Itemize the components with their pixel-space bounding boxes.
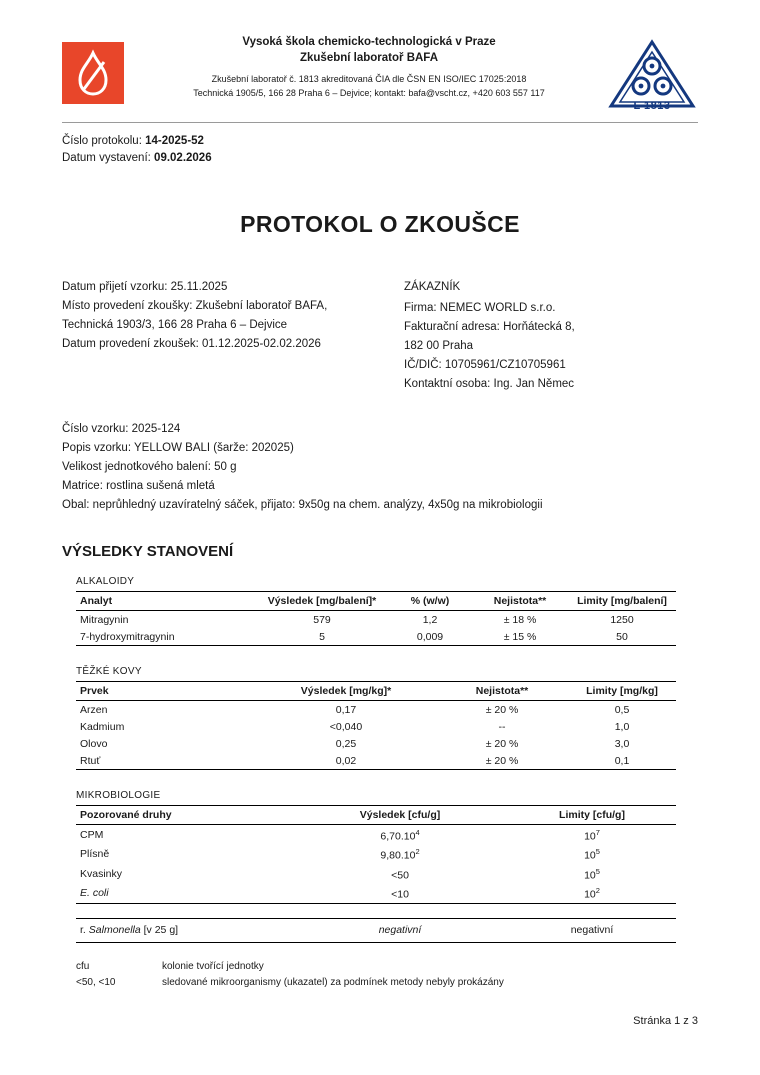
test-performed-date: Datum provedení zkoušek: 01.12.2025-02.02.2026 [62,338,321,350]
cell-species: Plísně [80,848,110,861]
cell-result: <10 [292,884,508,904]
cell-result: 0,17 [335,703,357,716]
notes-block [76,959,698,991]
note-key: <50, <10 [76,977,116,988]
cell-uncertainty: -- [498,720,506,733]
test-info-block [62,278,402,394]
cell-element: Kadmium [80,720,125,733]
section-microbiology [76,790,676,943]
cell-limit: 0,5 [614,703,630,716]
cell-limit: 50 [568,628,676,646]
protocol-number-value: 14-2025-52 [145,135,204,147]
issue-date-value: 09.02.2026 [154,152,212,164]
col-limits: Limity [mg/balení] [568,592,676,611]
note-key: cfu [76,961,90,972]
alkaloids-table [76,591,676,646]
cell-result: 0,25 [335,737,357,750]
customer-billing-line1: Fakturační adresa: Horňátecká 8, [404,321,575,333]
issue-date-row [62,150,698,167]
table-header-row [76,682,676,701]
bafa-flame-icon [62,42,124,104]
cell-uncertainty: ± 15 % [472,628,568,646]
logo-right-container [606,34,698,112]
cell-uncertainty: ± 20 % [485,703,519,716]
salmonella-block [76,918,676,943]
sample-matrix: Matrice: rostlina sušená mletá [62,480,215,492]
sample-number: Číslo vzorku: 2025-124 [62,423,181,435]
sample-packaging: Obal: neprůhledný uzavíratelný sáček, přijato: 9x50g na chem. analýzy, 4x50g na mikrobiologii [62,499,543,511]
sample-unit-size: Velikost jednotkového balení: 50 g [62,461,237,473]
cell-species: E. coli [76,884,292,904]
note-text: sledované mikroorganismy (ukazatel) za podmínek metody nebyly prokázány [162,977,504,988]
organization-name: Vysoká škola chemicko-technologická v Praze [242,36,496,48]
cell-element: Rtuť [76,752,256,770]
protocol-meta [62,133,698,167]
sample-block [62,420,698,515]
info-columns [62,278,698,394]
accreditation-code: L 1813 [633,100,671,112]
table-row [76,864,676,884]
section-label-heavy-metals: TĚŽKÉ KOVY [76,666,142,677]
customer-contact-person: Kontaktní osoba: Ing. Jan Němec [404,378,575,390]
cia-accreditation-icon [606,36,698,114]
salmonella-table [76,918,676,943]
table-row [76,825,676,845]
col-result: Výsledek [mg/kg]* [256,682,436,701]
cell-limit: 3,0 [614,737,630,750]
table-header-row [76,592,676,611]
heavy-metals-table [76,681,676,770]
table-row [76,845,676,865]
cell-analyte: 7-hydroxymitragynin [76,628,256,646]
note-row [76,959,698,975]
header-divider [62,122,698,123]
test-place-line2: Technická 1903/3, 166 28 Praha 6 – Dejvice [62,319,288,331]
customer-heading: ZÁKAZNÍK [404,281,461,293]
page-footer: Stránka 1 z 3 [633,1015,698,1027]
cell-analyte: Mitragynin [80,613,129,626]
sample-description: Popis vzorku: YELLOW BALI (šarže: 202025) [62,442,294,454]
table-header-row [76,806,676,825]
col-species: Pozorované druhy [76,806,292,825]
col-result: Výsledek [mg/balení]* [256,592,388,611]
cell-percent: 1,2 [422,613,438,626]
cell-uncertainty: ± 18 % [503,613,537,626]
col-analyte: Analyt [76,592,256,611]
col-element: Prvek [76,682,256,701]
cell-result: negativní [292,919,508,943]
document-header [62,34,698,112]
cell-percent: 0,009 [388,628,472,646]
col-result: Výsledek [cfu/g] [292,806,508,825]
cell-result: <50 [391,869,409,881]
cell-limit: 1,0 [614,720,630,733]
table-row [76,611,676,629]
cell-uncertainty: ± 20 % [485,737,519,750]
cell-uncertainty: ± 20 % [436,752,568,770]
col-limits: Limity [cfu/g] [508,806,676,825]
col-uncertainty: Nejistota** [472,592,568,611]
cell-result: 5 [256,628,388,646]
protocol-number-label: Číslo protokolu: [62,135,142,147]
section-label-microbiology: MIKROBIOLOGIE [76,790,161,801]
protocol-number-row [62,133,698,150]
address-line: Technická 1905/5, 166 28 Praha 6 – Dejvice; kontakt: bafa@vscht.cz, +420 603 557 117 [193,88,545,98]
cell-species: r. Salmonella [v 25 g] [76,919,292,943]
page-title: PROTOKOL O ZKOUŠCE [240,211,520,237]
cell-result: 9,80.10$^2$ [380,847,420,862]
test-place-line1: Místo provedení zkoušky: Zkušební laboratoř BAFA, [62,300,328,312]
col-limits: Limity [mg/kg] [568,682,676,701]
issue-date-label: Datum vystavení: [62,152,151,164]
cell-result: 579 [313,613,331,626]
cell-limit: $10^7$ [584,827,600,842]
table-row [76,884,676,904]
cell-limit: $10^5$ [584,866,600,881]
customer-billing-line2: 182 00 Praha [404,340,474,352]
section-heavy-metals [76,666,676,770]
table-row [76,919,676,943]
table-row [76,752,676,770]
note-row [76,975,698,991]
customer-company: Firma: NEMEC WORLD s.r.o. [404,302,556,314]
microbiology-table [76,805,676,904]
table-row [76,628,676,646]
cell-result: 6,70.10$^4$ [380,827,420,842]
cell-limit: negativní [508,919,676,943]
laboratory-name: Zkušební laboratoř BAFA [299,52,439,64]
sample-received-date: Datum přijetí vzorku: 25.11.2025 [62,281,228,293]
cell-limit: $10^2$ [508,884,676,904]
results-heading: VÝSLEDKY STANOVENÍ [62,543,234,560]
customer-ids: IČ/DIČ: 10705961/CZ10705961 [404,359,566,371]
table-row [76,718,676,735]
cell-species: Kvasinky [80,867,123,880]
header-titles [132,34,606,100]
cell-limit: $10^5$ [584,847,600,862]
col-percent: % (w/w) [388,592,472,611]
cell-limit: 0,1 [568,752,676,770]
section-label-alkaloids: ALKALOIDY [76,576,135,587]
col-uncertainty: Nejistota** [436,682,568,701]
cell-result: 0,02 [256,752,436,770]
cell-result: <0,040 [329,720,363,733]
customer-block [402,278,698,394]
cell-element: Arzen [80,703,108,716]
section-alkaloids [76,576,676,646]
table-row [76,701,676,719]
logo-left-container [62,34,132,104]
accreditation-line: Zkušební laboratoř č. 1813 akreditovaná ČIA dle ČSN EN ISO/IEC 17025:2018 [211,74,527,84]
cell-species: CPM [80,828,104,841]
cell-limit: 1250 [610,613,634,626]
table-row [76,735,676,752]
note-text: kolonie tvořící jednotky [162,961,264,972]
cell-element: Olovo [80,737,108,750]
